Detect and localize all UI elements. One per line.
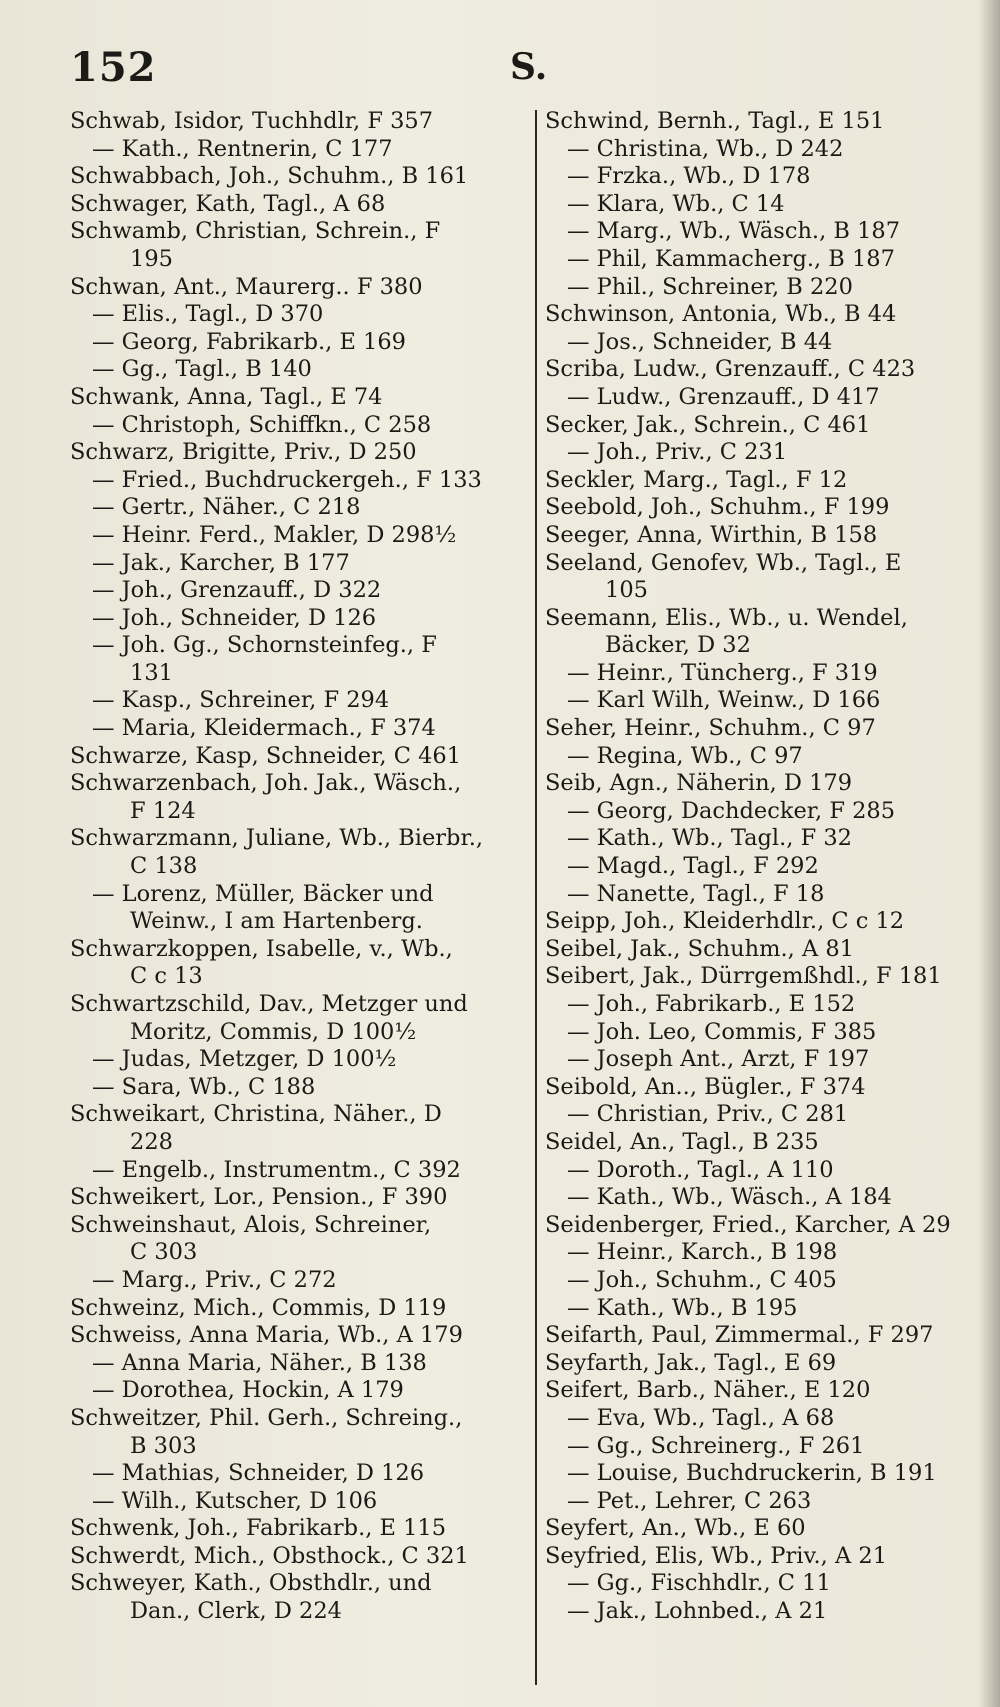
directory-entry-line: C 138 [130, 853, 198, 880]
directory-entry-line: C c 13 [130, 963, 203, 990]
directory-entry-line: — Phil, Kammacherg., B 187 [567, 245, 895, 272]
directory-entry-line: — Joh., Priv., C 231 [567, 439, 788, 466]
directory-entry-line: Schwager, Kath, Tagl., A 68 [70, 190, 386, 217]
directory-entry-line: F 124 [130, 797, 196, 824]
page-number: 152 [70, 44, 157, 91]
directory-entry-line: Schwind, Bernh., Tagl., E 151 [545, 108, 885, 134]
directory-entry-line: — Doroth., Tagl., A 110 [567, 1156, 834, 1183]
directory-entry-line: Seidenberger, Fried., Karcher, A 29 [545, 1211, 951, 1238]
directory-entry-line: — Elis., Tagl., D 370 [92, 301, 324, 328]
directory-entry-line: — Ludw., Grenzauff., D 417 [567, 383, 880, 410]
directory-entry-line: — Klara, Wb., C 14 [567, 190, 785, 217]
directory-entry-line: — Anna Maria, Näher., B 138 [92, 1349, 427, 1376]
directory-entry-line: C 303 [130, 1239, 198, 1266]
directory-entry-line: Schweikart, Christina, Näher., D [70, 1101, 442, 1128]
directory-entry-line: Seifarth, Paul, Zimmermal., F 297 [545, 1322, 934, 1349]
directory-entry-line: Schwenk, Joh., Fabrikarb., E 115 [70, 1515, 447, 1542]
directory-entry-line: Schwab, Isidor, Tuchhdlr, F 357 [70, 108, 434, 134]
directory-entry-line: — Eva, Wb., Tagl., A 68 [567, 1404, 835, 1431]
directory-entry-line: — Wilh., Kutscher, D 106 [92, 1487, 378, 1514]
directory-entry-line: Schweinshaut, Alois, Schreiner, [70, 1211, 432, 1238]
directory-entry-line: — Joh., Fabrikarb., E 152 [567, 991, 856, 1017]
directory-entry-line: 228 [130, 1128, 173, 1155]
directory-entry-line: — Maria, Kleidermach., F 374 [92, 715, 436, 742]
directory-entry-line: Seipp, Joh., Kleiderhdlr., C c 12 [545, 908, 905, 935]
directory-entry-line: — Joh., Schuhm., C 405 [567, 1266, 837, 1293]
running-head: S. [510, 46, 548, 88]
directory-entry-line: Schweiss, Anna Maria, Wb., A 179 [70, 1322, 463, 1349]
directory-entry-line: — Joh. Gg., Schornsteinfeg., F [92, 632, 437, 659]
directory-entry-line: Secker, Jak., Schrein., C 461 [545, 411, 871, 438]
directory-entry-line: B 303 [130, 1432, 197, 1459]
directory-entry-line: — Pet., Lehrer, C 263 [567, 1487, 812, 1514]
directory-entry-line: Seyfarth, Jak., Tagl., E 69 [545, 1349, 837, 1376]
directory-entry-line: — Judas, Metzger, D 100½ [92, 1046, 397, 1073]
directory-entry-line: Moritz, Commis, D 100½ [130, 1018, 417, 1045]
directory-entry-line: Schwabbach, Joh., Schuhm., B 161 [70, 163, 469, 190]
directory-entry-line: — Dorothea, Hockin, A 179 [92, 1377, 404, 1404]
directory-entry-line: — Lorenz, Müller, Bäcker und [92, 880, 434, 907]
directory-entry-line: Seyfert, An., Wb., E 60 [545, 1515, 806, 1542]
directory-entry-line: Schwamb, Christian, Schrein., F [70, 218, 441, 245]
directory-entry-line: — Marg., Priv., C 272 [92, 1266, 337, 1293]
directory-entry-line: — Phil., Schreiner, B 220 [567, 273, 853, 300]
directory-entry-line: Schwarzkoppen, Isabelle, v., Wb., [70, 935, 453, 962]
directory-entry-line: Schwartzschild, Dav., Metzger und [70, 991, 468, 1017]
directory-entry-line: — Kath., Wb., Wäsch., A 184 [567, 1184, 892, 1211]
directory-entry-line: — Kath., Wb., B 195 [567, 1294, 798, 1321]
directory-entry-line: — Sara, Wb., C 188 [92, 1073, 316, 1100]
directory-entry-line: Seeger, Anna, Wirthin, B 158 [545, 521, 878, 548]
directory-entry-line: — Heinr., Karch., B 198 [567, 1239, 838, 1266]
directory-entry-line: — Christian, Priv., C 281 [567, 1101, 849, 1128]
directory-entry-line: — Gg., Tagl., B 140 [92, 356, 312, 383]
directory-entry-line: Schwan, Ant., Maurerg.. F 380 [70, 273, 423, 300]
directory-entry-line: — Kath., Rentnerin, C 177 [92, 135, 393, 162]
directory-entry-line: — Louise, Buchdruckerin, B 191 [567, 1460, 937, 1487]
directory-entry-line: Seib, Agn., Näherin, D 179 [545, 770, 853, 797]
directory-entry-line: Schwarzmann, Juliane, Wb., Bierbr., [70, 825, 484, 852]
directory-entry-line: — Jos., Schneider, B 44 [567, 328, 833, 355]
directory-entry-line: — Mathias, Schneider, D 126 [92, 1460, 425, 1487]
directory-entry-line: — Joh. Leo, Commis, F 385 [567, 1018, 877, 1045]
left-column [70, 108, 525, 1626]
directory-entry-line: Scriba, Ludw., Grenzauff., C 423 [545, 356, 916, 383]
directory-entry-line: — Marg., Wb., Wäsch., B 187 [567, 218, 901, 245]
directory-entry-line: Schwarzenbach, Joh. Jak., Wäsch., [70, 770, 462, 797]
directory-entry-line: Schwarze, Kasp, Schneider, C 461 [70, 742, 462, 769]
directory-entry-line: — Regina, Wb., C 97 [567, 742, 803, 769]
directory-entry-line: — Gg., Schreinerg., F 261 [567, 1432, 865, 1459]
directory-entry-line: Seidel, An., Tagl., B 235 [545, 1128, 819, 1155]
directory-entry-line: Seibert, Jak., Dürrgemßhdl., F 181 [545, 963, 942, 990]
directory-entry-line: 131 [130, 659, 173, 686]
directory-entry-line: Schweikert, Lor., Pension., F 390 [70, 1184, 448, 1211]
directory-entry-line: — Georg, Dachdecker, F 285 [567, 797, 896, 824]
directory-entry-line: — Jak., Lohnbed., A 21 [567, 1598, 828, 1625]
directory-entry-line: 105 [605, 577, 648, 604]
directory-entry-line: — Georg, Fabrikarb., E 169 [92, 328, 406, 355]
directory-entry-line: Seifert, Barb., Näher., E 120 [545, 1377, 871, 1404]
directory-entry-line: Weinw., I am Hartenberg. [130, 908, 423, 935]
directory-entry-line: — Kath., Wb., Tagl., F 32 [567, 825, 852, 852]
directory-entry-line: Seibel, Jak., Schuhm., A 81 [545, 935, 854, 962]
column-divider [535, 110, 537, 1685]
right-column [545, 108, 965, 1626]
directory-entry-line: — Christina, Wb., D 242 [567, 135, 844, 162]
directory-entry-line: Dan., Clerk, D 224 [130, 1598, 342, 1625]
directory-entry-line: Seebold, Joh., Schuhm., F 199 [545, 494, 890, 521]
directory-entry-line: — Fried., Buchdruckergeh., F 133 [92, 466, 482, 493]
directory-entry-line: — Magd., Tagl., F 292 [567, 853, 819, 880]
directory-entry-line: — Jak., Karcher, B 177 [92, 549, 350, 576]
directory-entry-line: — Christoph, Schiffkn., C 258 [92, 411, 432, 438]
directory-entry-line: — Joh., Schneider, D 126 [92, 604, 377, 631]
directory-entry-line: — Nanette, Tagl., F 18 [567, 880, 825, 907]
directory-entry-line: Schweyer, Kath., Obsthdlr., und [70, 1570, 432, 1597]
directory-entry-line: — Heinr. Ferd., Makler, D 298½ [92, 521, 457, 548]
directory-entry-line: Schwerdt, Mich., Obsthock., C 321 [70, 1542, 469, 1569]
directory-entry-line: — Joh., Grenzauff., D 322 [92, 577, 382, 604]
directory-entry-line: — Kasp., Schreiner, F 294 [92, 687, 390, 714]
directory-entry-line: Seher, Heinr., Schuhm., C 97 [545, 715, 876, 742]
directory-entry-line: — Joseph Ant., Arzt, F 197 [567, 1046, 870, 1073]
directory-entry-line: Bäcker, D 32 [605, 632, 751, 659]
directory-entry-line: Seckler, Marg., Tagl., F 12 [545, 466, 848, 493]
page-edge-shadow [978, 0, 1000, 1707]
directory-entry-line: Schwarz, Brigitte, Priv., D 250 [70, 439, 417, 466]
directory-entry-line: Seeland, Genofev, Wb., Tagl., E [545, 549, 902, 576]
directory-entry-line: Seemann, Elis., Wb., u. Wendel, [545, 604, 908, 631]
directory-entry-line: Seibold, An.., Bügler., F 374 [545, 1073, 866, 1100]
directory-entry-line: — Frzka., Wb., D 178 [567, 163, 811, 190]
directory-entry-line: Schweinz, Mich., Commis, D 119 [70, 1294, 447, 1321]
directory-entry-line: Schwank, Anna, Tagl., E 74 [70, 383, 383, 410]
directory-entry-line: 195 [130, 245, 173, 272]
directory-entry-line: — Gertr., Näher., C 218 [92, 494, 361, 521]
directory-entry-line: Schwinson, Antonia, Wb., B 44 [545, 301, 897, 328]
directory-entry-line: — Engelb., Instrumentm., C 392 [92, 1156, 461, 1183]
directory-entry-line: — Karl Wilh, Weinw., D 166 [567, 687, 881, 714]
directory-entry-line: Schweitzer, Phil. Gerh., Schreing., [70, 1404, 463, 1431]
page-header [0, 40, 1000, 100]
directory-entry-line: Seyfried, Elis, Wb., Priv., A 21 [545, 1542, 888, 1569]
directory-entry-line: — Gg., Fischhdlr., C 11 [567, 1570, 831, 1597]
directory-entry-line: — Heinr., Tüncherg., F 319 [567, 659, 878, 686]
